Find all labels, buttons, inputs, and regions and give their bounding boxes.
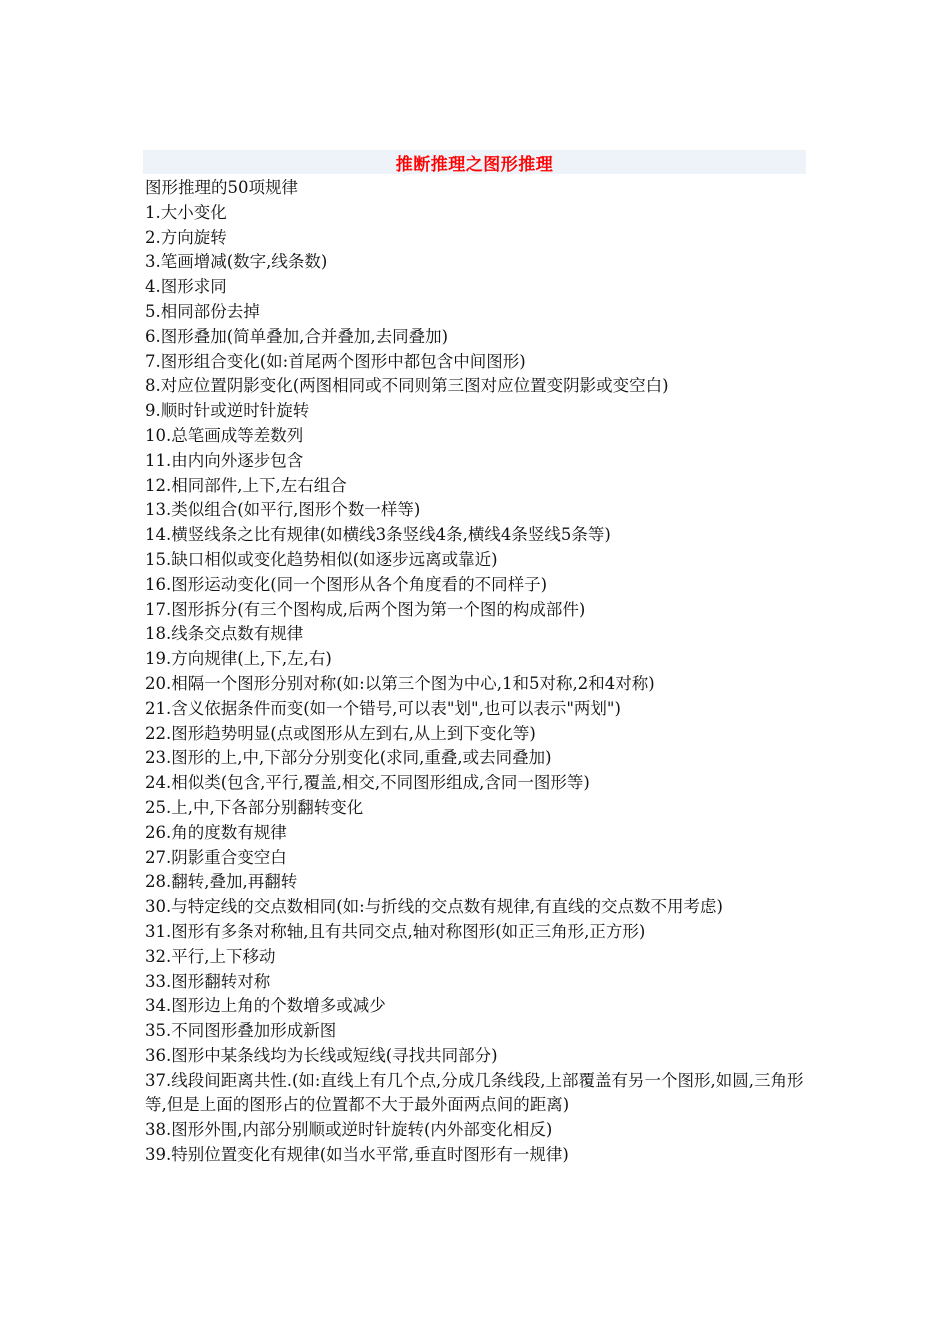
rule-item: 23.图形的上,中,下部分分别变化(求同,重叠,或去同叠加) <box>145 748 552 768</box>
rule-item: 38.图形外围,内部分别顺或逆时针旋转(内外部变化相反) <box>145 1120 553 1140</box>
rule-item: 26.角的度数有规律 <box>145 822 287 842</box>
rule-item: 11.由内向外逐步包含 <box>145 450 304 470</box>
rule-item: 7.图形组合变化(如:首尾两个图形中都包含中间图形) <box>145 351 526 371</box>
rule-item: 24.相似类(包含,平行,覆盖,相交,不同图形组成,含同一图形等) <box>145 773 590 793</box>
rule-item: 4.图形求同 <box>145 277 227 297</box>
rule-item: 20.相隔一个图形分别对称(如:以第三个图为中心,1和5对称,2和4对称) <box>145 673 655 693</box>
page-title: 推断推理之图形推理 <box>395 154 554 175</box>
rule-item: 3.笔画增减(数字,线条数) <box>145 252 328 272</box>
rule-item: 32.平行,上下移动 <box>145 946 276 966</box>
rule-item: 8.对应位置阴影变化(两图相同或不同则第三图对应位置变阴影或变空白) <box>145 376 669 396</box>
rules-list <box>145 201 807 1168</box>
rule-item: 12.相同部件,上下,左右组合 <box>145 475 347 495</box>
title-bar <box>143 150 806 174</box>
rule-item: 17.图形拆分(有三个图构成,后两个图为第一个图的构成部件) <box>145 599 586 619</box>
rule-item: 13.类似组合(如平行,图形个数一样等) <box>145 500 421 520</box>
rule-item: 5.相同部份去掉 <box>145 301 260 321</box>
rule-item: 27.阴影重合变空白 <box>145 847 287 867</box>
rule-item: 28.翻转,叠加,再翻转 <box>145 872 298 892</box>
rule-item: 6.图形叠加(简单叠加,合并叠加,去同叠加) <box>145 326 449 346</box>
document-subtitle: 图形推理的50项规律 <box>145 178 298 197</box>
rule-item: 10.总笔画成等差数列 <box>145 425 304 445</box>
rule-item: 15.缺口相似或变化趋势相似(如逐步远离或靠近) <box>145 549 498 569</box>
rule-item: 21.含义依据条件而变(如一个错号,可以表"划",也可以表示"两划") <box>145 698 621 718</box>
rule-item: 18.线条交点数有规律 <box>145 624 304 644</box>
rule-item: 19.方向规律(上,下,左,右) <box>145 649 332 669</box>
rule-item: 35.不同图形叠加形成新图 <box>145 1021 337 1041</box>
rule-item: 30.与特定线的交点数相同(如:与折线的交点数有规律,有直线的交点数不用考虑) <box>145 897 723 917</box>
rule-item: 1.大小变化 <box>145 202 227 222</box>
rule-item: 14.横竖线条之比有规律(如横线3条竖线4条,横线4条竖线5条等) <box>145 525 611 545</box>
rule-item: 34.图形边上角的个数增多或减少 <box>145 996 386 1016</box>
rule-item: 37.线段间距离共性.(如:直线上有几个点,分成几条线段,上部覆盖有另一个图形,如圆,三角形等,但是上面的图形占的位置都不大于最外面两点间的距离) <box>145 1070 804 1115</box>
rule-item: 16.图形运动变化(同一个图形从各个角度看的不同样子) <box>145 574 548 594</box>
rule-item: 25.上,中,下各部分别翻转变化 <box>145 797 364 817</box>
rule-item: 36.图形中某条线均为长线或短线(寻找共同部分) <box>145 1045 498 1065</box>
rule-item: 9.顺时针或逆时针旋转 <box>145 401 310 421</box>
document-body <box>145 176 807 1168</box>
rule-item: 33.图形翻转对称 <box>145 971 271 991</box>
rule-item: 22.图形趋势明显(点或图形从左到右,从上到下变化等) <box>145 723 536 743</box>
rule-item: 31.图形有多条对称轴,且有共同交点,轴对称图形(如正三角形,正方形) <box>145 921 646 941</box>
rule-item: 39.特别位置变化有规律(如当水平常,垂直时图形有一规律) <box>145 1145 569 1165</box>
rule-item: 2.方向旋转 <box>145 227 227 247</box>
